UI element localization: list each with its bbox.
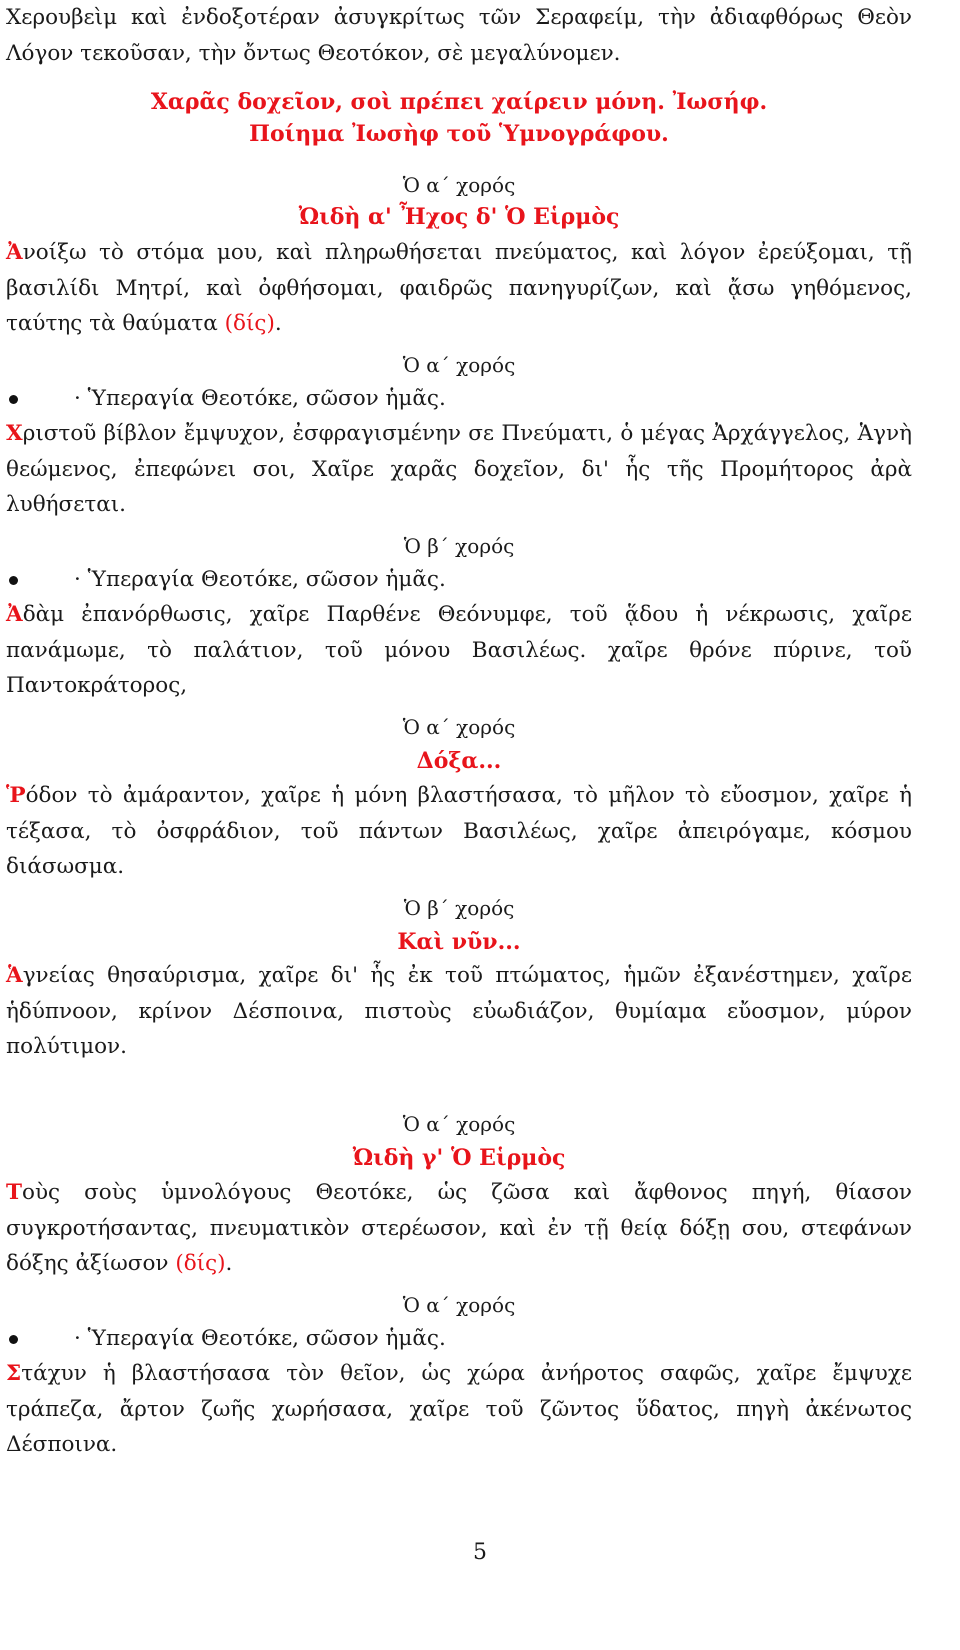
choir-label: Ὁ α΄ χορός (402, 173, 516, 197)
initial-letter: Τ (6, 1180, 22, 1205)
refrain-line (6, 382, 912, 416)
heirmos-end: . (225, 1251, 233, 1276)
heirmos-text: νοίξω τὸ στόμα μου, καὶ πληρωθήσεται πνεύματος, καὶ λόγον ἐρεύξομαι, τῇ βασιλίδι Μητρί, καὶ ὀφθήσομαι, φαιδρῶς πανηγυρίζων, καὶ ᾄσω γηθόμενος, ταύτης τὰ θαύματα (6, 240, 912, 336)
twice-marker: (δίς) (175, 1251, 226, 1276)
doxa-heading: Δόξα... (416, 748, 502, 774)
initial-letter: Ἀ (6, 240, 23, 265)
troparion-text: όδον τὸ ἀμάραντον, χαῖρε ἡ μόνη βλαστήσασα, τὸ μῆλον τὸ εὔοσμον, χαῖρε ἡ τέξασα, τὸ ὀσφράδιον, τοῦ πάντων Βασιλέως, χαῖρε ἀπειρόγαμε, κόσμου διάσωσμα. (6, 783, 912, 879)
troparion-text: ριστοῦ βίβλον ἔμψυχον, ἐσφραγισμένην σε Πνεύματι, ὁ μέγας Ἀρχάγγελος, Ἁγνὴ θεώμενος, ἐπεφώνει σοι, Χαῖρε χαρᾶς δοχεῖον, δι' ἧς τῆς Προμήτορος ἀρὰ λυθήσεται. (6, 421, 912, 517)
troparion-text: δὰμ ἐπανόρθωσις, χαῖρε Παρθένε Θεόνυμφε, τοῦ ᾅδου ἡ νέκρωσις, χαῖρε πανάμωμε, τὸ παλάτιον, τοῦ μόνου Βασιλέως. χαῖρε θρόνε πύρινε, τοῦ Παντοκράτορος, (6, 602, 912, 698)
refrain-text: · Ὑπεραγία Θεοτόκε, σῶσον ἡμᾶς. (74, 386, 446, 411)
theotokion-text: γνείας θησαύρισμα, χαῖρε δι' ἧς ἐκ τοῦ πτώματος, ἡμῶν ἐξανέστημεν, χαῖρε ἡδύπνοον, κρίνον Δέσποινα, πιστοὺς εὐωδιάζον, θυμίαμα εὔοσμον, μύρον πολύτιμον. (6, 963, 912, 1059)
choir-label: Ὁ β΄ χορός (403, 534, 515, 558)
kai-nyn-heading: Καὶ νῦν... (397, 929, 521, 955)
ode-3-heirmos (6, 1175, 912, 1282)
ode-1-troparion-3 (6, 778, 912, 885)
choir-label: Ὁ α΄ χορός (402, 353, 516, 377)
refrain-line (6, 563, 912, 597)
title-line-2: Ποίημα Ἰωσὴφ τοῦ Ὑμνογράφου. (249, 121, 669, 147)
refrain-line (6, 1322, 912, 1356)
title-line-1: Χαρᾶς δοχεῖον, σοὶ πρέπει χαίρειν μόνη. Ἰωσήφ. (150, 89, 768, 115)
ode-3-troparion-1 (6, 1356, 912, 1463)
choir-label: Ὁ β΄ χορός (403, 896, 515, 920)
bullet-icon (9, 395, 18, 404)
initial-letter: Σ (6, 1361, 22, 1386)
initial-letter: Ἁ (6, 963, 23, 988)
bullet-icon (9, 576, 18, 585)
ode-1-heirmos (6, 235, 912, 342)
bullet-icon (9, 1335, 18, 1344)
initial-letter: Ἀ (6, 602, 23, 627)
title-block (6, 86, 912, 150)
choir-label: Ὁ α΄ χορός (402, 1293, 516, 1317)
heirmos-text: οὺς σοὺς ὑμνολόγους Θεοτόκε, ὡς ζῶσα καὶ ἄφθονος πηγή, θίασον συγκροτήσαντας, πνευματικὸν στερέωσον, καὶ ἐν τῇ θείᾳ δόξῃ σου, στεφάνων δόξης ἀξίωσον (6, 1180, 912, 1276)
choir-label: Ὁ α΄ χορός (402, 715, 516, 739)
ode-1-troparion-2 (6, 597, 912, 704)
refrain-text: · Ὑπεραγία Θεοτόκε, σῶσον ἡμᾶς. (74, 1326, 446, 1351)
twice-marker: (δίς) (224, 311, 275, 336)
ode-1-troparion-1 (6, 416, 912, 523)
refrain-text: · Ὑπεραγία Θεοτόκε, σῶσον ἡμᾶς. (74, 567, 446, 592)
initial-letter: Ῥ (6, 783, 26, 808)
ode-1-theotokion (6, 958, 912, 1065)
troparion-text: τάχυν ἡ βλαστήσασα τὸν θεῖον, ὡς χώρα ἀνήροτος σαφῶς, χαῖρε ἔμψυχε τράπεζα, ἄρτον ζωῆς χωρήσασα, χαῖρε τοῦ ζῶντος ὕδατος, πηγὴ ἀκένωτος Δέσποινα. (6, 1361, 912, 1457)
initial-letter: Χ (6, 421, 23, 446)
intro-paragraph: Χερουβεὶμ καὶ ἐνδοξοτέραν ἀσυγκρίτως τῶν Σεραφείμ, τὴν ἀδιαφθόρως Θεὸν Λόγον τεκοῦσαν, τὴν ὄντως Θεοτόκον, σὲ μεγαλύνομεν. (6, 5, 912, 66)
page-number: 5 (473, 1540, 487, 1565)
ode-1-heading: Ὠιδὴ α' Ἦχος δ' Ὁ Εἱρμὸς (298, 204, 620, 230)
heirmos-end: . (274, 311, 282, 336)
choir-label: Ὁ α΄ χορός (402, 1112, 516, 1136)
ode-3-heading: Ὠιδὴ γ' Ὁ Εἱρμὸς (352, 1145, 566, 1171)
